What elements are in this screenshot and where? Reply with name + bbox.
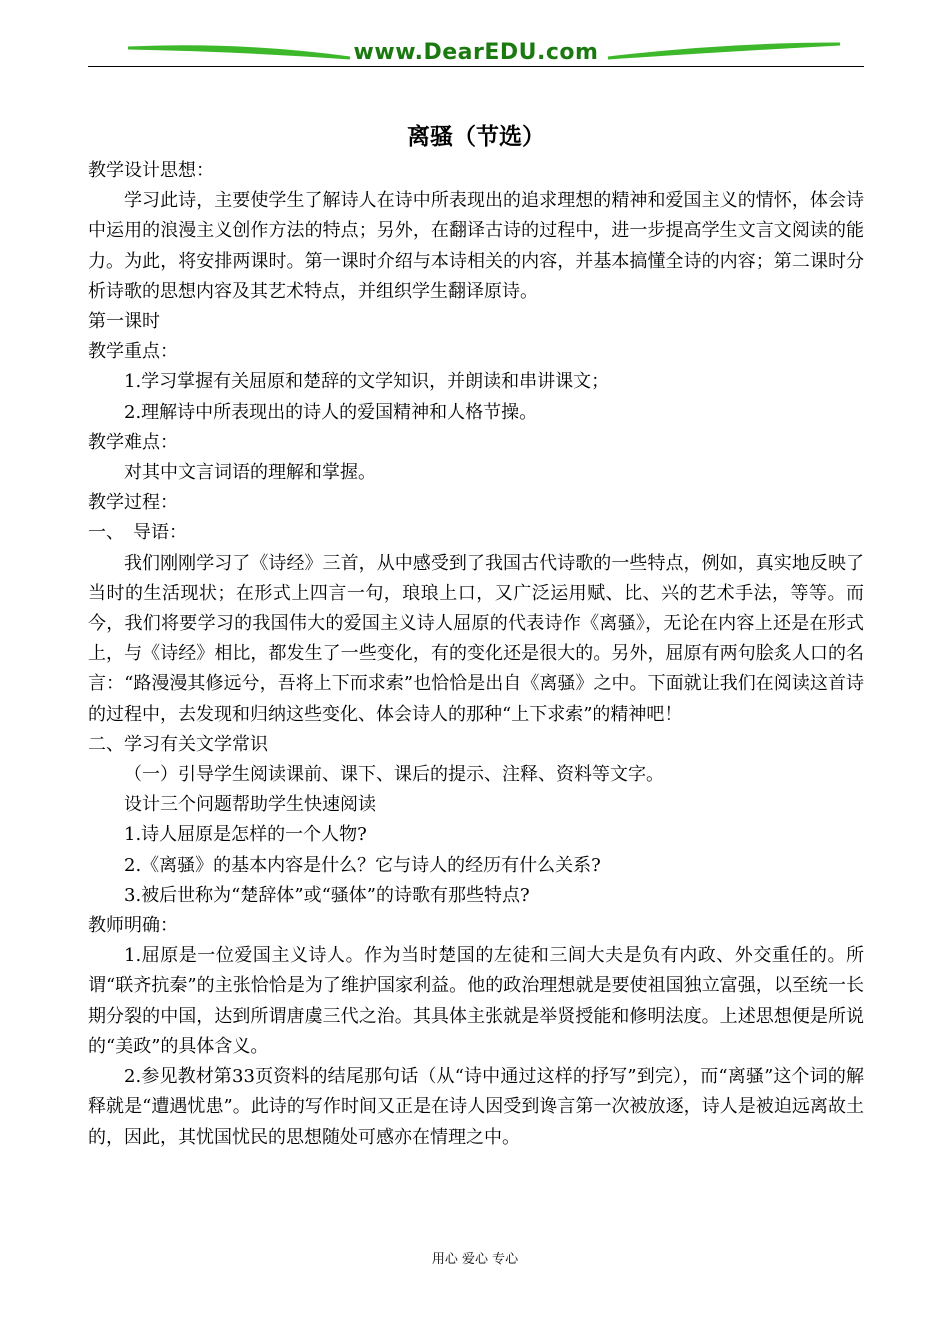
site-logo: www.DearEDU.com [353, 40, 599, 65]
paragraph: 教学设计思想： [88, 160, 214, 181]
paragraph: 一、 导语： [88, 522, 187, 544]
paragraph: 1.诗人屈原是怎样的一个人物? [124, 824, 367, 846]
paragraph: 二、学习有关文学常识 [88, 733, 268, 755]
paragraph: 2.参见教材第33页资料的结尾那句话（从“诗中通过这样的抒写”到完），而“离骚”这个词的解释就是“遭遇忧患”。此诗的写作时间又正是在诗人因受到谗言第一次被放逐，诗人是被迫远离故土的，因此，其忧国忧民的思想随处可感亦在情理之中。 [88, 1066, 864, 1148]
document-body [88, 118, 864, 1153]
paragraph: 教学难点： [88, 431, 178, 453]
paragraph: 学习此诗，主要使学生了解诗人在诗中所表现出的追求理想的精神和爱国主义的情怀，体会诗中运用的浪漫主义创作方法的特点；另外，在翻译古诗的过程中，进一步提高学生文言文阅读的能力。为此，将安排两课时。第一课时介绍与本诗相关的内容，并基本搞懂全诗的内容；第二课时分析诗歌的思想内容及其艺术特点，并组织学生翻译原诗。 [88, 190, 864, 302]
page-header [88, 38, 864, 70]
paragraph: 教学重点： [88, 341, 178, 363]
paragraph: （一）引导学生阅读课前、课下、课后的提示、注释、资料等文字。 [124, 764, 664, 786]
paragraph: 我们刚刚学习了《诗经》三首，从中感受到了我国古代诗歌的一些特点，例如，真实地反映了当时的生活现状；在形式上四言一句，琅琅上口，又广泛运用赋、比、兴的艺术手法，等等。而今，我们将要学习的我国伟大的爱国主义诗人屈原的代表诗作《离骚》，无论在内容上还是在形式上，与《诗经》相比，都发生了一些变化，有的变化还是很大的。另外，屈原有两句脍炙人口的名言：“路漫漫其修远兮，吾将上下而求索”也恰恰是出自《离骚》之中。下面就让我们在阅读这首诗的过程中，去发现和归纳这些变化、体会诗人的那种“上下求索”的精神吧！ [88, 552, 864, 725]
paragraph: 2.理解诗中所表现出的诗人的爱国精神和人格节操。 [124, 401, 538, 423]
paragraph: 设计三个问题帮助学生快速阅读 [124, 794, 376, 816]
document-title: 离骚（节选） [407, 123, 545, 150]
paragraph: 教师明确： [88, 915, 178, 937]
paragraph: 第一课时 [88, 311, 160, 333]
paragraph-list [88, 156, 864, 1153]
paragraph: 教学过程： [88, 492, 178, 514]
paragraph: 对其中文言词语的理解和掌握。 [124, 462, 376, 484]
page-footer: 用心 爱心 专心 [431, 1252, 519, 1267]
paragraph: 1.学习掌握有关屈原和楚辞的文学知识，并朗读和串讲课文； [124, 371, 610, 393]
paragraph: 2.《离骚》的基本内容是什么？它与诗人的经历有什么关系? [124, 854, 601, 876]
header-rule [88, 66, 864, 67]
paragraph: 3.被后世称为“楚辞体”或“骚体”的诗歌有那些特点? [124, 884, 530, 906]
paragraph: 1.屈原是一位爱国主义诗人。作为当时楚国的左徒和三闾大夫是负有内政、外交重任的。所谓“联齐抗秦”的主张恰恰是为了维护国家利益。他的政治理想就是要使祖国独立富强，以至统一长期分裂的中国，达到所谓唐虞三代之治。其具体主张就是举贤授能和修明法度。上述思想便是所说的“美政”的具体含义。 [88, 945, 864, 1057]
